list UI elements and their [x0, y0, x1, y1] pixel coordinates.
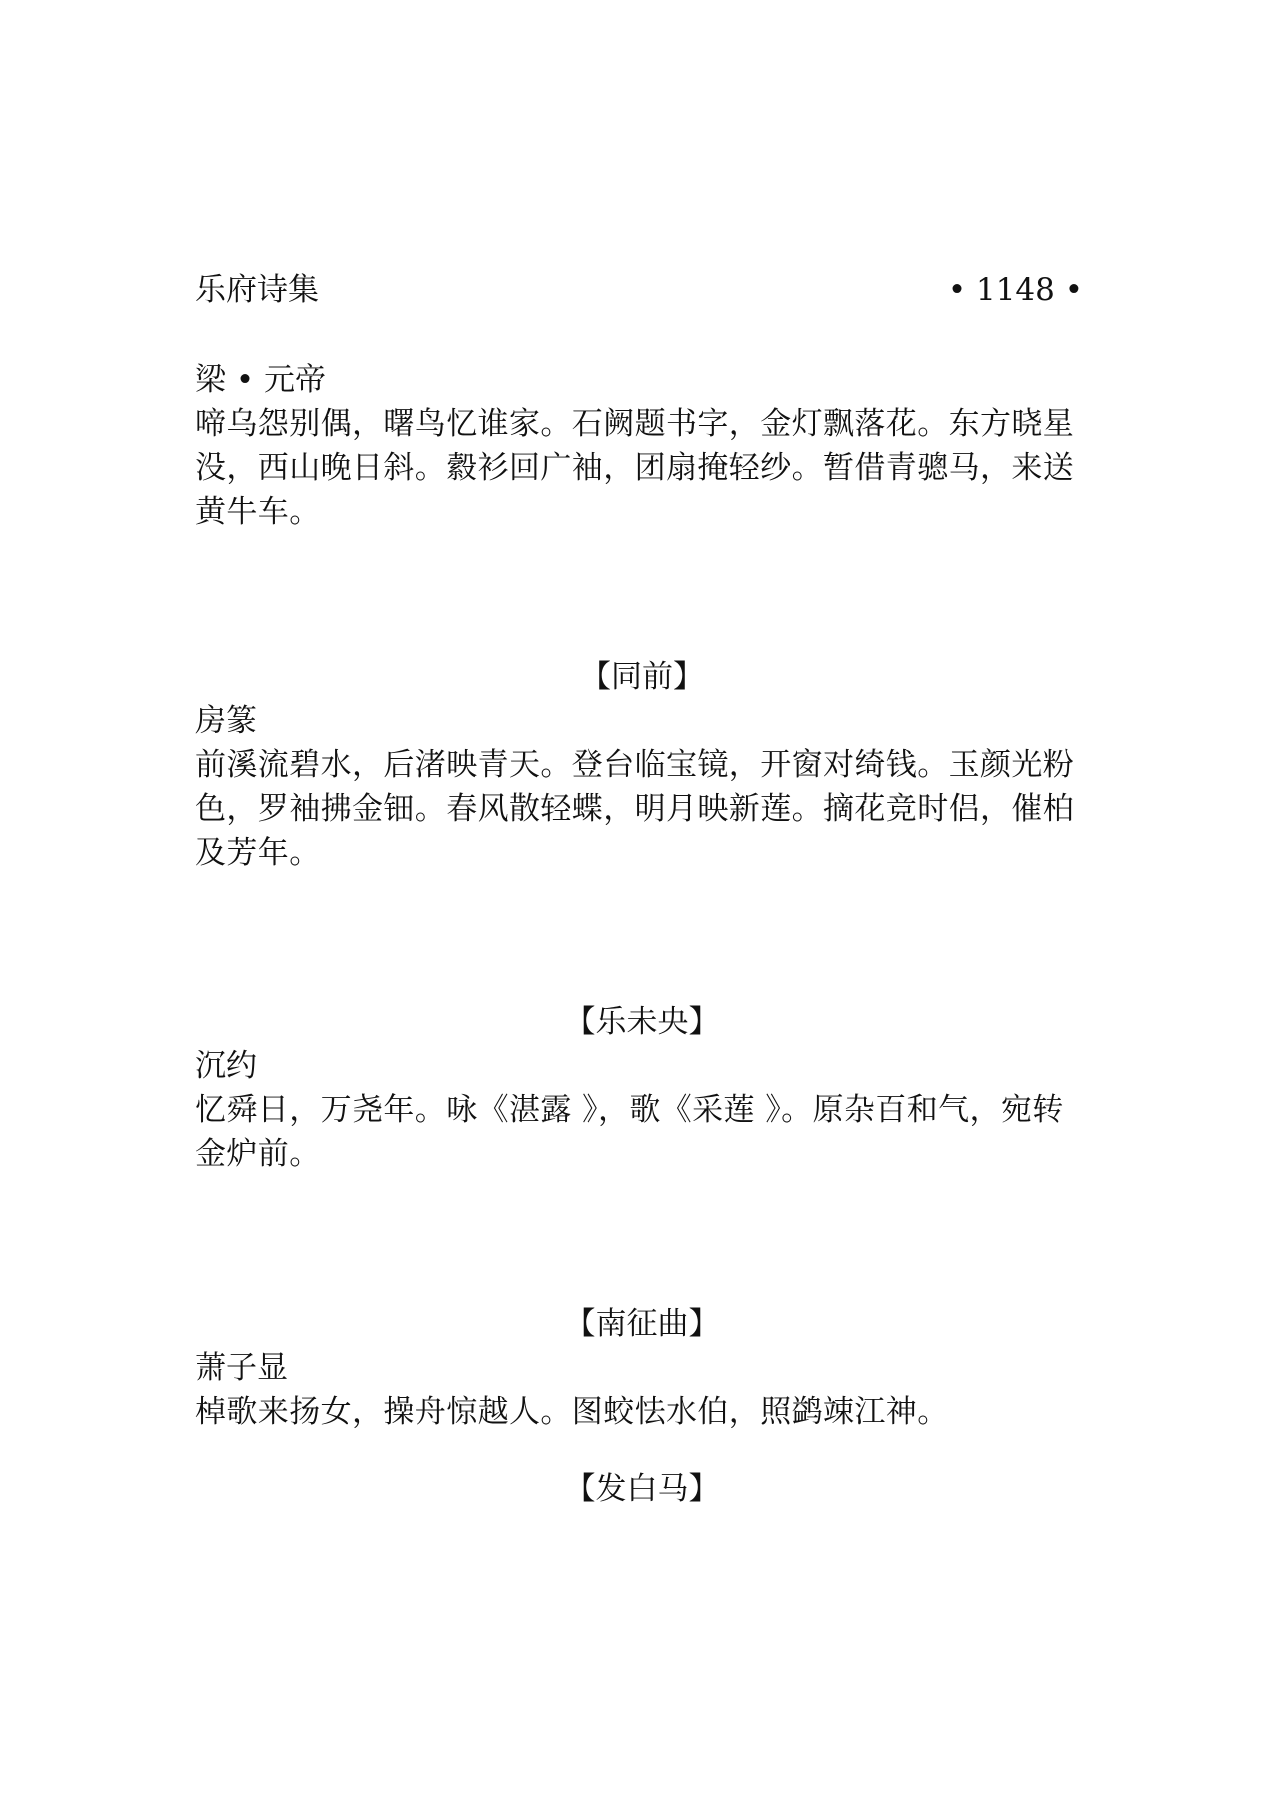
- page-header: [195, 268, 1083, 312]
- poem-author: 沉约: [195, 1048, 257, 1084]
- poem-title: 【发白马】: [564, 1471, 720, 1507]
- poem-title: 【南征曲】: [564, 1306, 720, 1342]
- poem-title: 【乐未央】: [564, 1004, 720, 1040]
- page-number: • 1148 •: [947, 272, 1083, 308]
- poem-text: 前溪流碧水，后渚映青天。登台临宝镜，开窗对绮钱。玉颜光粉色，罗袖拂金钿。春风散轻蝶，明月映新莲。摘花竞时侣，催柏及芳年。: [195, 747, 1075, 871]
- poem-block: [195, 1302, 1089, 1434]
- poem-block: [195, 1467, 1089, 1511]
- book-title: 乐府诗集: [195, 272, 319, 308]
- poem-block: [195, 1000, 1089, 1176]
- poem-text: 棹歌来扬女，操舟惊越人。图蛟怯水伯，照鹢竦江神。: [195, 1394, 949, 1430]
- poem-block: [195, 655, 1089, 875]
- poem-author: 房篆: [195, 703, 257, 739]
- poem-title: 【同前】: [580, 659, 704, 695]
- poem-text: 忆舜日，万尧年。咏《湛露 》，歌《采莲 》。原杂百和气，宛转金炉前。: [195, 1092, 1064, 1172]
- poem-author: 梁 • 元帝: [195, 362, 326, 398]
- poem-author: 萧子显: [195, 1350, 288, 1386]
- poem-text: 啼乌怨别偶，曙鸟忆谁家。石阙题书字，金灯飘落花。东方晓星没，西山晚日斜。縠衫回广袖，团扇掩轻纱。暂借青骢马，来送黄牛车。: [195, 406, 1075, 530]
- poem-block: [195, 358, 1089, 534]
